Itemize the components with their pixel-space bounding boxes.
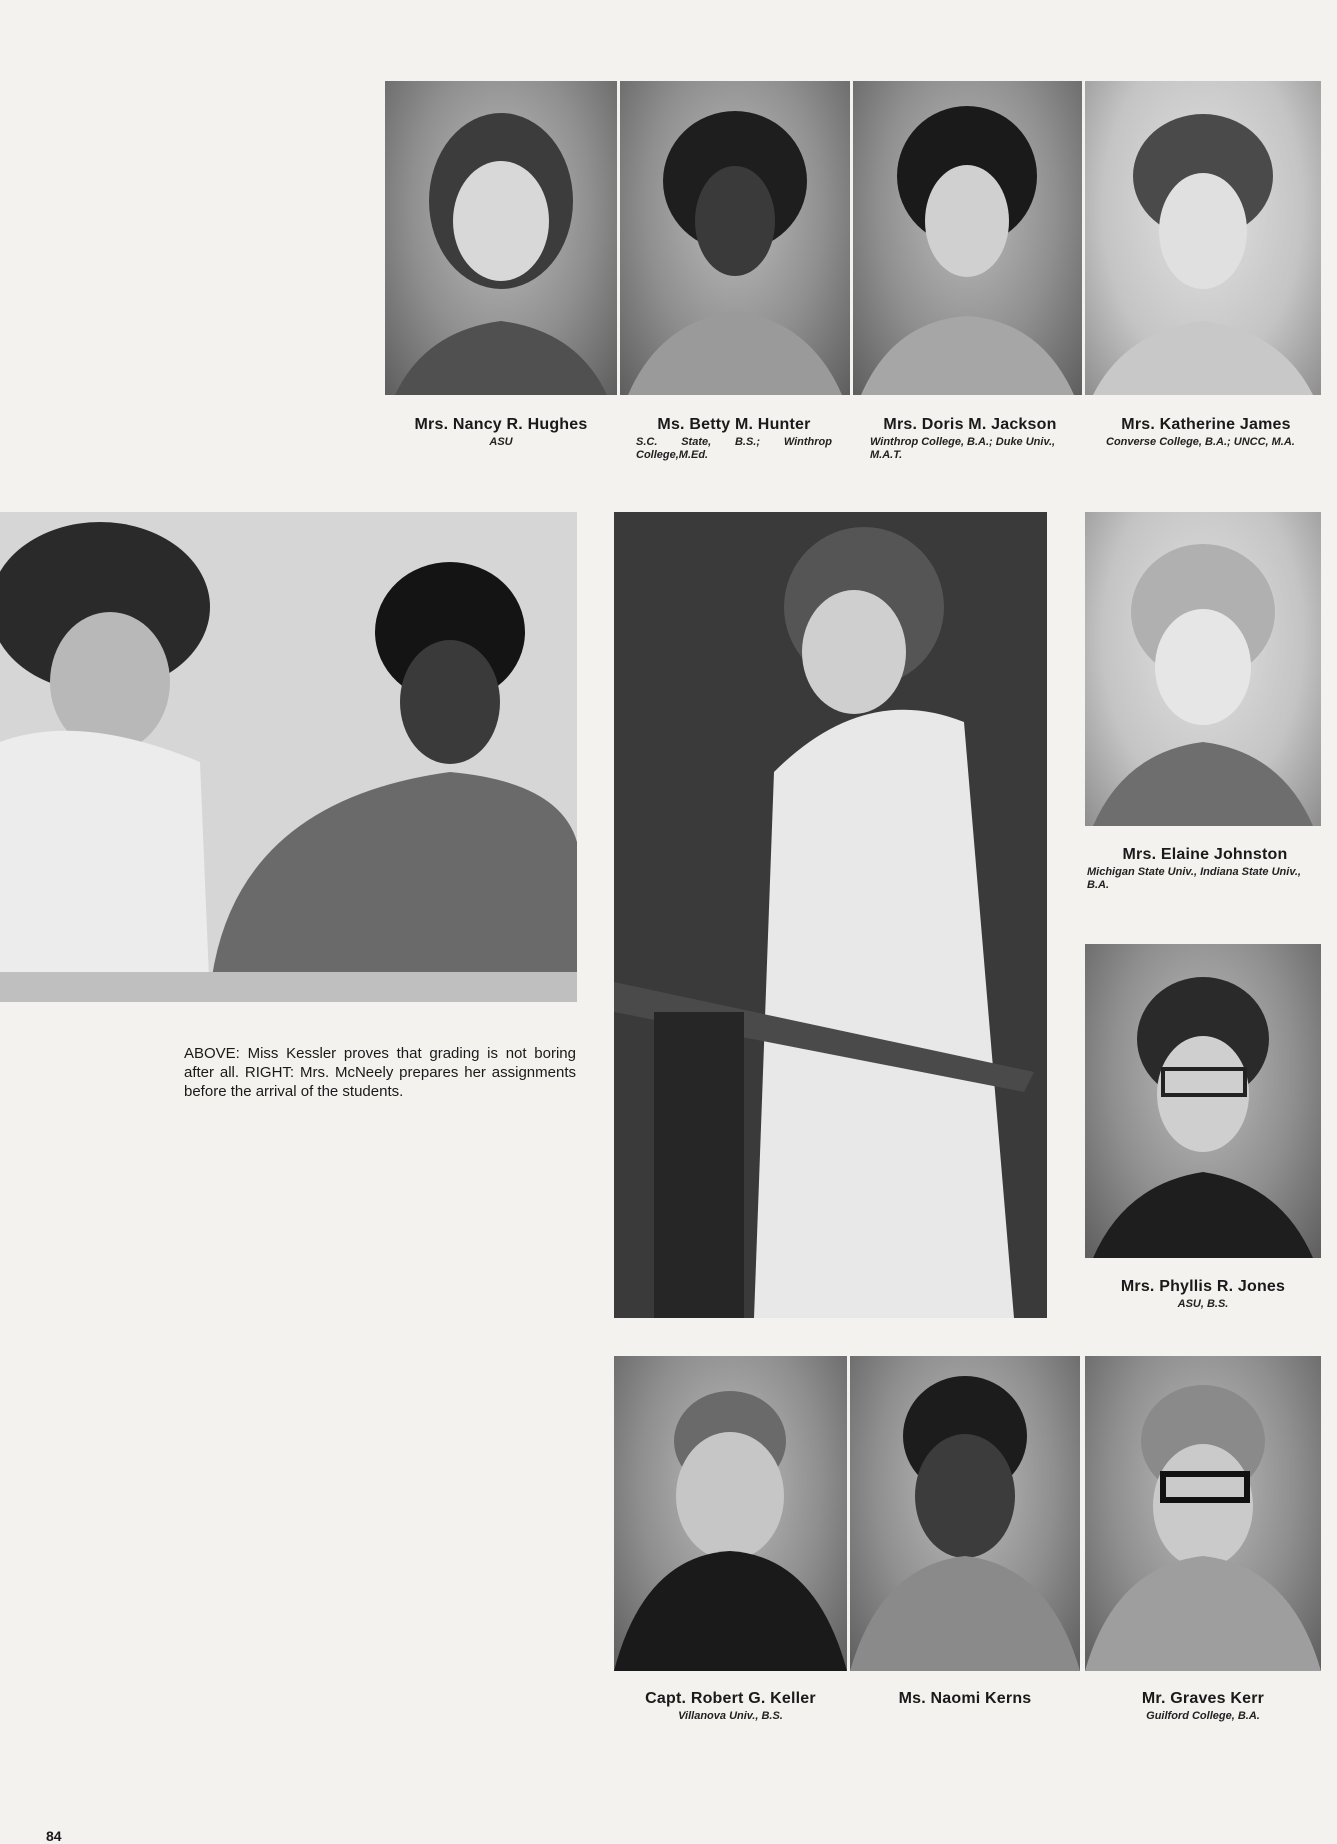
teacher-degree: ASU, B.S. [1177,1298,1229,1310]
teacher-name: Mrs. Katherine James [1121,416,1291,433]
candid-photo-teacher-preparing [614,512,1047,1318]
teacher-degree: Guilford College, B.A. [1146,1710,1260,1722]
portrait-photo [614,1356,847,1671]
portrait-caption [850,1690,1080,1710]
candid-photo-grading [0,512,577,1002]
page-number: 84 [46,1828,62,1844]
teacher-name: Capt. Robert G. Keller [645,1690,816,1707]
portrait-photo [850,1356,1080,1671]
teacher-degree: Converse College, B.A.; UNCC, M.A. [1106,436,1295,448]
portrait-caption [1085,1278,1321,1311]
teacher-name: Ms. Betty M. Hunter [657,416,811,433]
teacher-name: Mrs. Phyllis R. Jones [1120,1278,1286,1295]
portrait-caption [614,1690,847,1723]
portrait-caption [1087,846,1323,892]
teacher-degree: Winthrop College, B.A.; Duke Univ., M.A.T. [870,436,1056,461]
portrait-photo [1085,81,1321,395]
portrait-caption [1085,1690,1321,1723]
portrait-caption [636,416,832,462]
teacher-name: Mr. Graves Kerr [1141,1690,1265,1707]
portrait-caption [870,416,1070,462]
photo-caption: ABOVE: Miss Kessler proves that grading is not boring after all. RIGHT: Mrs. McNeely prepares her assignments before the arrival of the students. [184,1045,576,1100]
teacher-degree: Villanova Univ., B.S. [678,1710,783,1722]
portrait-caption [385,416,617,449]
portrait-photo [385,81,617,395]
portrait-caption [1106,416,1306,449]
portrait-photo [1085,512,1321,826]
portrait-photo [853,81,1082,395]
portrait-photo [620,81,850,395]
teacher-name: Mrs. Nancy R. Hughes [414,416,588,433]
portrait-photo [1085,944,1321,1258]
teacher-degree: S.C. State, B.S.; Winthrop College,M.Ed. [636,436,832,461]
teacher-name: Ms. Naomi Kerns [898,1690,1032,1707]
portrait-photo [1085,1356,1321,1671]
teacher-degree: ASU [489,436,513,448]
teacher-degree: Michigan State Univ., Indiana State Univ., B.A. [1087,866,1301,891]
teacher-name: Mrs. Doris M. Jackson [883,416,1057,433]
teacher-name: Mrs. Elaine Johnston [1122,846,1288,863]
